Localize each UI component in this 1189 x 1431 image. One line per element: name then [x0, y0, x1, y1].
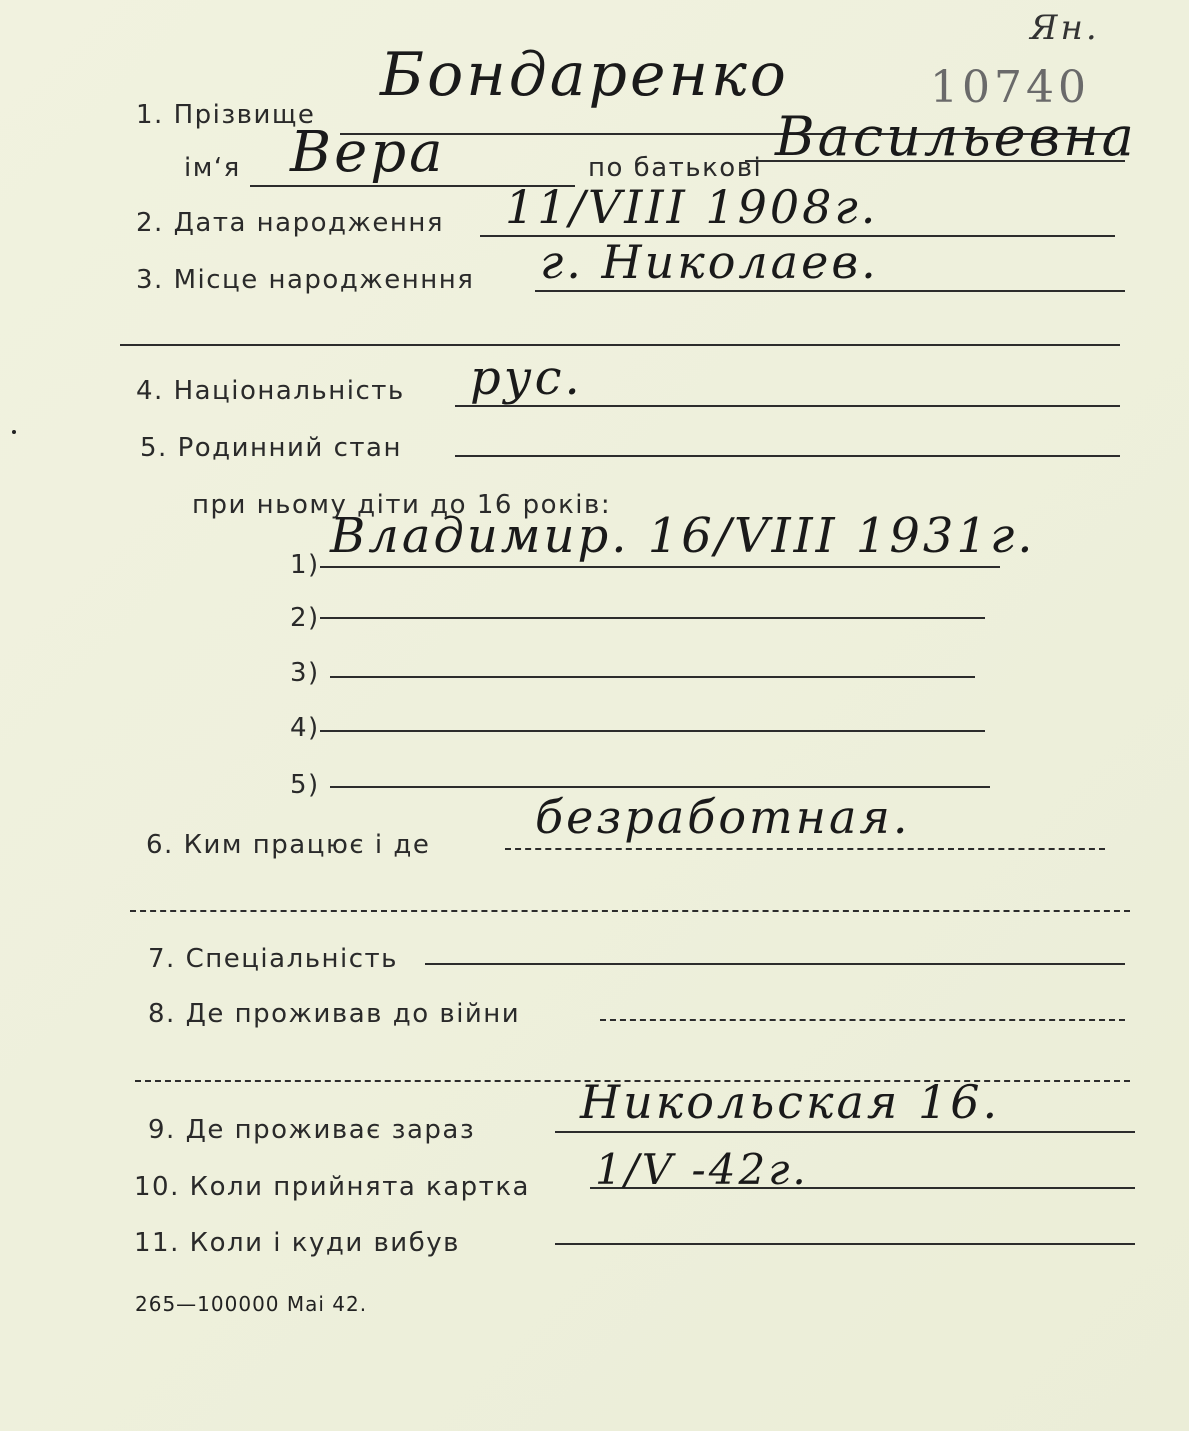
patronymic-value: Васильевна	[775, 105, 1137, 168]
patronymic-label: по батькові	[588, 153, 763, 183]
departure-label: 11. Коли і куди вибув	[134, 1228, 460, 1258]
nationality-value: рус.	[470, 350, 583, 406]
name-label: ім‘я	[184, 153, 241, 183]
children-label: при ньому діти до 16 років:	[192, 490, 612, 520]
child-4-line	[320, 730, 985, 732]
print-code: 265—100000 Mai 42.	[135, 1292, 368, 1316]
corner-mark: Ян.	[1030, 8, 1100, 48]
surname-label: 1. Прізвище	[136, 100, 316, 130]
name-value: Вера	[290, 120, 446, 185]
surname-value: Бондаренко	[380, 40, 789, 110]
current-residence-label: 9. Де проживає зараз	[148, 1115, 476, 1145]
child-1-value: Владимир. 16/VIII 1931г.	[330, 508, 1036, 564]
child-2-line	[320, 617, 985, 619]
child-1-line	[320, 566, 1000, 568]
card-number: 10740	[930, 62, 1090, 113]
prewar-residence-line	[600, 1019, 1125, 1021]
card-date-label: 10. Коли прийнята картка	[134, 1172, 530, 1202]
current-residence-value: Никольская 16.	[580, 1075, 1001, 1129]
work-value: безработная.	[535, 790, 911, 844]
child-4-label: 4)	[290, 713, 320, 743]
family-status-line	[455, 455, 1120, 457]
birth-place-value: г. Николаев.	[540, 235, 879, 289]
birth-place-line	[535, 290, 1125, 292]
prewar-residence-label: 8. Де проживав до війни	[148, 999, 521, 1029]
nationality-label: 4. Національність	[136, 376, 405, 406]
birth-place-line-2	[120, 344, 1120, 346]
work-line-2	[130, 910, 1130, 912]
child-3-line	[330, 676, 975, 678]
family-status-label: 5. Родинний стан	[140, 433, 402, 463]
specialty-line	[425, 963, 1125, 965]
ink-dot	[12, 430, 16, 434]
departure-line	[555, 1243, 1135, 1245]
birth-date-label: 2. Дата народження	[136, 208, 445, 238]
child-1-label: 1)	[290, 550, 320, 580]
specialty-label: 7. Спеціальність	[148, 944, 399, 974]
child-2-label: 2)	[290, 603, 320, 633]
work-line	[505, 848, 1105, 850]
birth-date-value: 11/VIII 1908г.	[505, 180, 879, 234]
child-5-line	[330, 786, 990, 788]
child-5-label: 5)	[290, 770, 320, 800]
birth-place-label: 3. Місце народженння	[136, 265, 475, 295]
current-residence-line	[555, 1131, 1135, 1133]
work-label: 6. Ким працює і де	[146, 830, 431, 860]
child-3-label: 3)	[290, 658, 320, 688]
card-date-value: 1/V -42г.	[595, 1145, 809, 1194]
